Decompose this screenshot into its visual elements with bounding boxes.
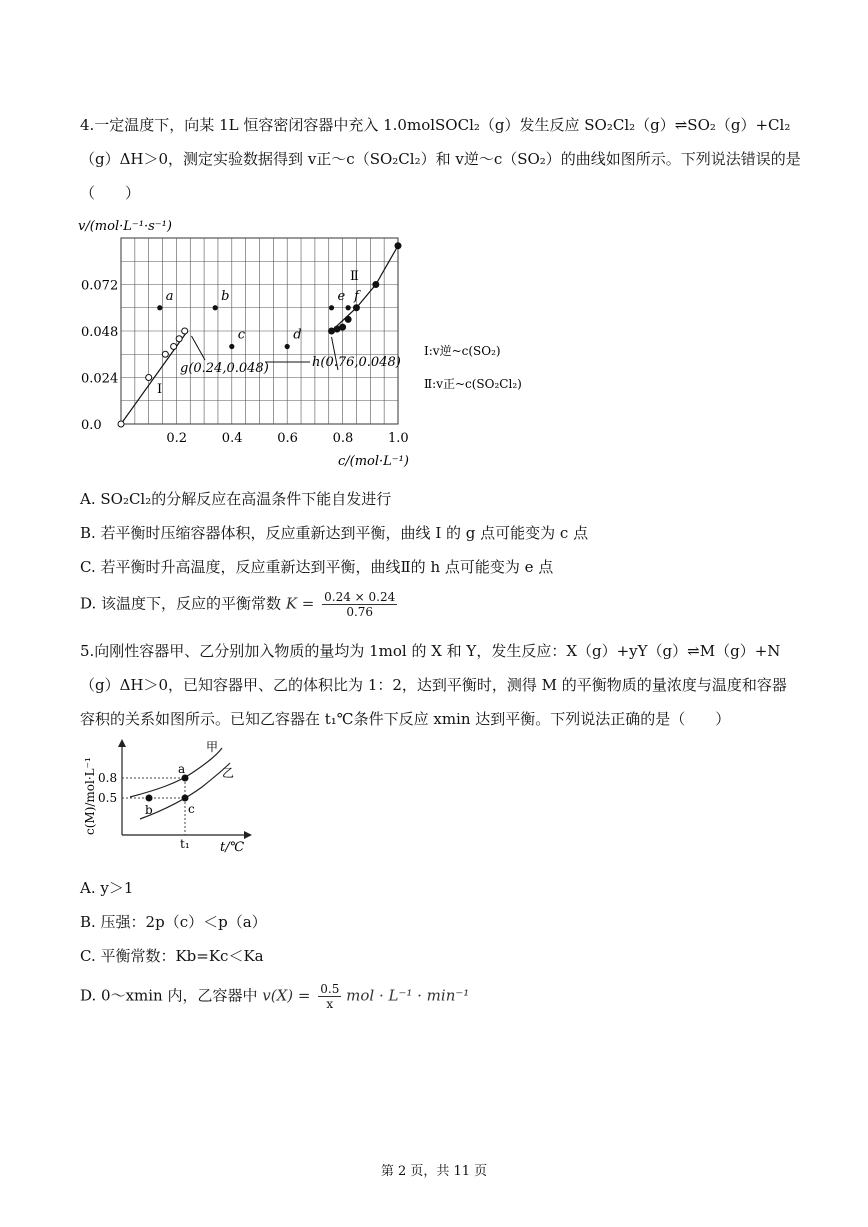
chart1-point-series1 [171, 344, 177, 350]
chart1-point-label-a: a [165, 288, 174, 304]
chart1-legend-1: I:v逆~c(SO₂) [424, 344, 501, 358]
chart2-xlabel: t/℃ [220, 840, 245, 855]
q5-concentration-chart [72, 735, 332, 865]
chart2-ytick-08: 0.8 [98, 771, 118, 785]
chart1-curve-label-2: Ⅱ [350, 269, 359, 284]
chart1-arrow-g [191, 336, 205, 360]
q4-option-a: A. SO₂Cl₂的分解反应在高温条件下能自发进行 [80, 490, 392, 508]
chart1-ytick: 0.0 [81, 418, 102, 433]
q4-option-d-numerator: 0.24 × 0.24 [324, 590, 396, 604]
chart1-point-series1 [162, 351, 168, 357]
chart1-xtick: 1.0 [388, 431, 409, 446]
q5-option-d-units: mol · L⁻¹ · min⁻¹ [346, 986, 470, 1005]
q5-option-d-numerator: 0.5 [320, 982, 340, 996]
chart2-ytick-05: 0.5 [98, 791, 118, 805]
chart1-point-label-c: c [237, 327, 246, 343]
q5-stem-line2: （g）ΔH＞0，已知容器甲、乙的体积比为 1：2，达到平衡时，测得 M 的平衡物质的量浓度与温度和容器 [80, 676, 787, 694]
chart2-xtick-t1: t₁ [180, 837, 190, 851]
q4-rate-chart [0, 210, 868, 470]
q4-stem-line3: （ ） [80, 184, 141, 202]
chart1-xtick: 0.6 [277, 431, 298, 446]
chart1-point-series1 [176, 336, 182, 342]
chart1-point-b [213, 305, 218, 310]
chart1-ytick: 0.072 [81, 278, 119, 294]
q5-option-d-v: v(X) = [262, 986, 311, 1005]
q4-option-d-k: K = [285, 594, 315, 613]
chart1-point-label-b: b [221, 288, 230, 304]
chart1-xtick: 0.2 [166, 431, 188, 446]
page-footer: 第 2 页，共 11 页 [380, 1164, 488, 1179]
chart2-label-b: b [145, 803, 153, 817]
q4-option-d [80, 590, 397, 619]
chart2-label-a: a [178, 762, 186, 776]
chart1-point-f [346, 305, 351, 310]
q5-option-d-text: D. 0～xmin 内，乙容器中 [80, 986, 258, 1005]
chart1-point-series1 [118, 421, 124, 427]
chart2-point-c [182, 795, 189, 802]
chart2-curve-jia [130, 748, 222, 797]
chart1-xlabel: c/(mol·L⁻¹) [338, 454, 409, 469]
chart1-point-label-d: d [293, 327, 302, 343]
q5-option-a: A. y＞1 [80, 879, 134, 897]
q5-option-d [80, 982, 469, 1011]
chart1-xtick: 0.4 [221, 431, 243, 446]
chart1-point-series1 [182, 328, 188, 334]
q5-stem-line1: 5.向刚性容器甲、乙分别加入物质的量均为 1mol 的 X 和 Y，发生反应：X（g）+yY（g）⇌M（g）+N [80, 642, 781, 660]
q4-option-d-denominator: 0.76 [346, 605, 374, 619]
q5-stem-line3: 容积的关系如图所示。已知乙容器在 t₁℃条件下反应 xmin 达到平衡。下列说法正确的是（ ） [80, 710, 731, 728]
chart1-point-label-e: e [337, 288, 346, 304]
chart1-legend-2: Ⅱ:v正~c(SO₂Cl₂) [424, 377, 522, 391]
q5-option-d-fraction [318, 982, 341, 1011]
chart2-ylabel: c(M)/mol·L⁻¹ [83, 757, 97, 835]
chart1-point-series2 [373, 282, 379, 288]
chart1-point-label-f: f [354, 288, 359, 304]
chart1-point-e [329, 305, 334, 310]
chart1-point-d [285, 344, 290, 349]
q4-option-d-text: D. 该温度下，反应的平衡常数 [80, 594, 282, 613]
chart1-ytick: 0.048 [81, 325, 119, 340]
chart1-curve-label-1: I [157, 382, 163, 397]
chart1-annot-h: h(0.76,0.048) [312, 355, 401, 370]
chart1-annot-g: g(0.24,0.048) [180, 361, 269, 376]
chart1-point-series2 [340, 324, 346, 330]
q4-stem-line1: 4.一定温度下，向某 1L 恒容密闭容器中充入 1.0molSOCl₂（g）发生反应 SO₂Cl₂（g）⇌SO₂（g）+Cl₂ [80, 116, 791, 134]
chart1-ytick: 0.024 [81, 371, 119, 387]
chart1-xtick: 0.8 [332, 431, 354, 446]
chart2-point-b [146, 795, 153, 802]
chart1-point-series1 [146, 375, 152, 381]
chart2-series-jia: 甲 [206, 740, 219, 754]
chart1-point-series2 [353, 305, 359, 311]
q5-option-b: B. 压强：2p（c）＜p（a） [80, 913, 267, 931]
chart1-point-series2 [395, 243, 401, 249]
chart1-ylabel: v/(mol·L⁻¹·s⁻¹) [78, 219, 172, 234]
chart1-point-series2 [345, 316, 351, 322]
chart1-point-c [229, 344, 234, 349]
q5-option-c: C. 平衡常数：Kb=Kc＜Ka [80, 947, 264, 965]
q4-option-c: C. 若平衡时升高温度，反应重新达到平衡，曲线Ⅱ的 h 点可能变为 e 点 [80, 558, 554, 576]
q5-option-d-denominator: x [326, 997, 334, 1011]
chart2-series-yi: 乙 [222, 766, 235, 780]
q4-option-b: B. 若平衡时压缩容器体积，反应重新达到平衡，曲线 I 的 g 点可能变为 c 点 [80, 524, 589, 542]
chart2-label-c: c [188, 802, 195, 816]
q4-option-d-fraction [322, 590, 397, 619]
chart1-point-a [157, 305, 162, 310]
q4-stem-line2: （g）ΔH＞0，测定实验数据得到 v正～c（SO₂Cl₂）和 v逆～c（SO₂）的曲线如图所示。下列说法错误的是 [80, 150, 801, 168]
